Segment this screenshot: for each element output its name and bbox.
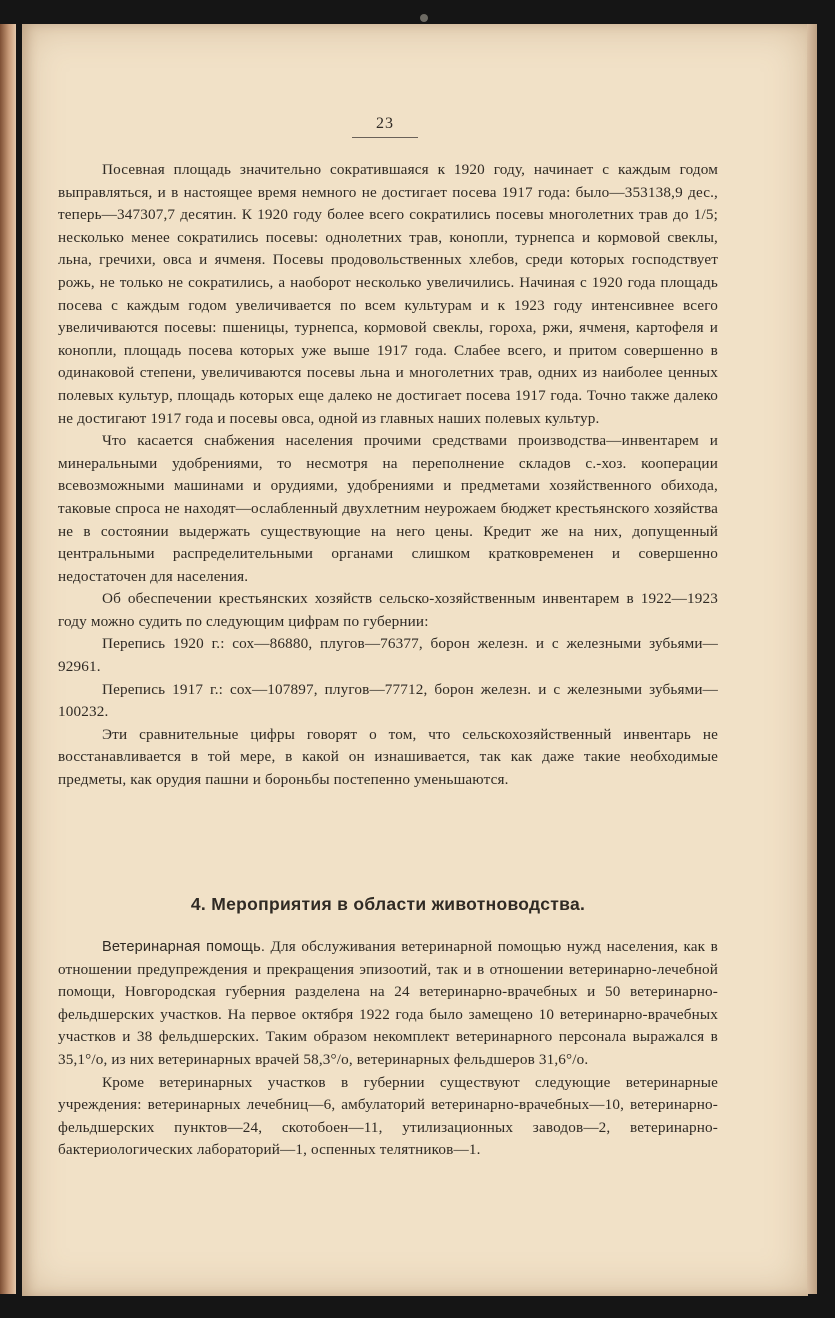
book-page (22, 24, 808, 1296)
page-stack-edge (807, 24, 817, 1294)
paragraph-vet-help (58, 936, 718, 1072)
paragraph-inventory-intro: Об обеспечении крестьянских хозяйств сельско-хозяйственным инвентарем в 1922—1923 году можно судить по следующим цифрам по губернии: (58, 590, 718, 630)
paragraph-supply: Что касается снабжения населения прочими средствами производства—инвентарем и минеральными удобрениями, то несмотря на переполнение складов с.-хоз. кооперации всевозможными машинами и орудиями, удобрениями и предметами хозяйственного обихода, таковые спроса не находят—ослабленный двухлетним неурожаем бюджет крестьянского хозяйства не в состоянии выдержать существующие на него цены. Кредит же на них, допущенный центральными распределительными органами слишком кратковременен и совершенно недостаточен для населения. (58, 432, 718, 585)
paragraph-vet-help-text: Для обслуживания ветеринарной помощью нужд населения, как в отношении предупреждения и прекращения эпизоотий, так и в отношении ветеринарно-лечебной помощи, Новгородская губерния разделена на 24 ветеринарно-врачебных и 50 ветеринарно-фельдшерских участков. На первое октября 1922 года было замещено 10 ветеринарно-врачебных участков и 38 фельдшерских. Таким образом некомплект ветеринарного персонала выражался в 35,1°/о, из них ветеринарных врачей 58,3°/о, ветеринарных фельдшеров 31,6°/о. (58, 938, 718, 1068)
previous-page-edge (0, 24, 16, 1294)
page-number: 23 (376, 115, 394, 132)
paragraph-census-1920: Перепись 1920 г.: сох—86880, плугов—76377, борон железн. и с железными зубьями—92961. (58, 635, 718, 676)
page-number-rule (352, 137, 418, 138)
paragraph-vet-institutions: Кроме ветеринарных участков в губернии существуют следующие ветеринарные учреждения: ветеринарных лечебниц—6, амбулаторий ветеринарно-врачебных—10, ветеринарно-фельдшерских пунктов—24, скотобоен—11, утилизационных заводов—2, ветеринарно-бактериологических лабораторий—1, оспенных телятников—1. (58, 1073, 718, 1159)
section-livestock-text (58, 936, 718, 1162)
section-heading: 4. Мероприятия в области животноводства. (190, 894, 586, 914)
runin-heading: Ветеринарная помощь. (102, 939, 266, 955)
section-agriculture-text (58, 159, 718, 792)
paragraph-comparison: Эти сравнительные цифры говорят о том, что сельскохозяйственный инвентарь не восстанавливается в той мере, в какой он изнашивается, так как даже такие необходимые предметы, как орудия пашни и бороньбы постепенно уменьшаются. (58, 725, 718, 789)
paragraph-census-1917: Перепись 1917 г.: сох—107897, плугов—77712, борон железн. и с железными зубьями—100232. (58, 680, 718, 721)
paragraph-sown-area: Посевная площадь значительно сократившаяся к 1920 году, начинает с каждым годом выправляться, и в настоящее время немного не достигает посева 1917 года: было—353138,9 дес., теперь—347307,7 десятин. К 1920 году более всего сократились посевы многолетних трав до 1/5; несколько менее сократились посевы: однолетних трав, конопли, турнепса и кормовой свеклы, льна, гречихи, овса и ячменя. Посевы продовольственных хлебов, среди которых господствует рожь, не только не сократились, а наоборот несколько увеличились. Начиная с 1920 года площадь посева с каждым годом увеличивается по всем культурам и к 1923 году интенсивнее всего увеличиваются посевы: пшеницы, турнепса, кормовой свеклы, гороха, ржи, ячменя, картофеля и конопли, площадь посева которых уже выше 1917 года. Слабее всего, и притом совершенно в одинаковой степени, увеличиваются посевы льна и многолетних трав, одних из наиболее ценных полевых культур, площадь которых еще далеко не достигает посева 1917 года. Точно также далеко не достигают 1917 года и посевы овса, одной из главных наших полевых культур. (58, 161, 718, 427)
binding-pin (420, 14, 428, 22)
